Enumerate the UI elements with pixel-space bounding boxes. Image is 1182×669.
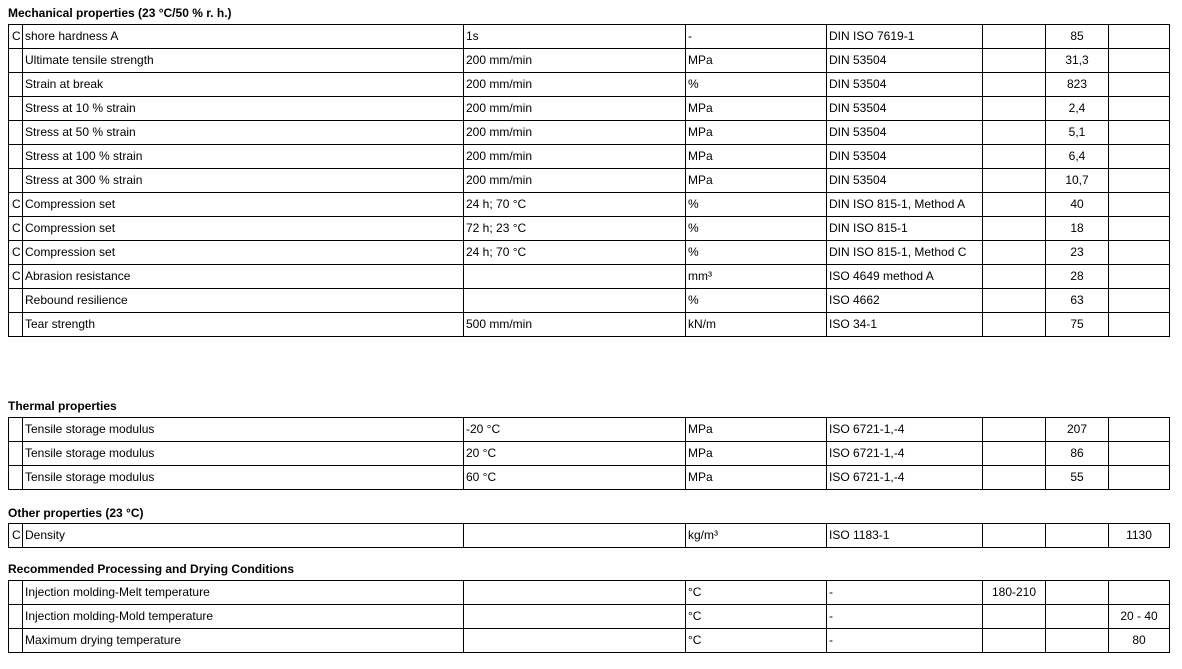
value-cell-b: 40 xyxy=(1046,193,1109,217)
value-cell-c xyxy=(1109,442,1170,466)
table-row xyxy=(9,121,1170,145)
property-cell: Stress at 100 % strain xyxy=(23,145,464,169)
property-cell: Tensile storage modulus xyxy=(23,466,464,490)
condition-cell: 200 mm/min xyxy=(464,73,686,97)
value-cell-c xyxy=(1109,121,1170,145)
condition-cell xyxy=(464,524,686,548)
value-cell-a xyxy=(983,629,1046,653)
standard-cell: - xyxy=(827,605,983,629)
flag-cell xyxy=(9,313,23,337)
condition-cell xyxy=(464,605,686,629)
condition-cell: 20 °C xyxy=(464,442,686,466)
standard-cell: ISO 6721-1,-4 xyxy=(827,466,983,490)
property-cell: Tensile storage modulus xyxy=(23,442,464,466)
property-cell: Stress at 10 % strain xyxy=(23,97,464,121)
value-cell-b: 207 xyxy=(1046,418,1109,442)
unit-cell: °C xyxy=(686,581,827,605)
table-row xyxy=(9,73,1170,97)
condition-cell: 60 °C xyxy=(464,466,686,490)
table-row xyxy=(9,193,1170,217)
value-cell-b: 31,3 xyxy=(1046,49,1109,73)
value-cell-a xyxy=(983,605,1046,629)
value-cell-a xyxy=(983,442,1046,466)
unit-cell: MPa xyxy=(686,418,827,442)
value-cell-c xyxy=(1109,73,1170,97)
standard-cell: DIN ISO 815-1, Method A xyxy=(827,193,983,217)
value-cell-a xyxy=(983,241,1046,265)
table-row xyxy=(9,217,1170,241)
unit-cell: MPa xyxy=(686,169,827,193)
value-cell-c: 20 - 40 xyxy=(1109,605,1170,629)
condition-cell: 200 mm/min xyxy=(464,97,686,121)
unit-cell: % xyxy=(686,289,827,313)
flag-cell xyxy=(9,289,23,313)
flag-cell xyxy=(9,73,23,97)
section-title-thermal: Thermal properties xyxy=(8,399,117,413)
value-cell-c xyxy=(1109,217,1170,241)
flag-cell xyxy=(9,605,23,629)
table-row xyxy=(9,241,1170,265)
value-cell-a xyxy=(983,145,1046,169)
value-cell-c xyxy=(1109,97,1170,121)
condition-cell: 1s xyxy=(464,25,686,49)
flag-cell xyxy=(9,466,23,490)
unit-cell: mm³ xyxy=(686,265,827,289)
property-cell: Ultimate tensile strength xyxy=(23,49,464,73)
value-cell-b: 2,4 xyxy=(1046,97,1109,121)
table-row xyxy=(9,49,1170,73)
value-cell-c xyxy=(1109,25,1170,49)
property-cell: Density xyxy=(23,524,464,548)
flag-cell xyxy=(9,145,23,169)
flag-cell xyxy=(9,97,23,121)
value-cell-b: 10,7 xyxy=(1046,169,1109,193)
flag-cell: C xyxy=(9,524,23,548)
value-cell-c: 80 xyxy=(1109,629,1170,653)
thermal-properties-table xyxy=(8,417,1170,490)
value-cell-c xyxy=(1109,581,1170,605)
standard-cell: ISO 4662 xyxy=(827,289,983,313)
table-row xyxy=(9,442,1170,466)
table-row xyxy=(9,524,1170,548)
standard-cell: - xyxy=(827,581,983,605)
value-cell-c xyxy=(1109,49,1170,73)
property-cell: Strain at break xyxy=(23,73,464,97)
property-cell: Tensile storage modulus xyxy=(23,418,464,442)
flag-cell: C xyxy=(9,193,23,217)
table-row xyxy=(9,629,1170,653)
value-cell-a xyxy=(983,524,1046,548)
table-row xyxy=(9,313,1170,337)
value-cell-a xyxy=(983,73,1046,97)
property-cell: Tear strength xyxy=(23,313,464,337)
value-cell-a xyxy=(983,169,1046,193)
table-row xyxy=(9,418,1170,442)
value-cell-c xyxy=(1109,418,1170,442)
value-cell-a xyxy=(983,97,1046,121)
table-row xyxy=(9,145,1170,169)
unit-cell: MPa xyxy=(686,442,827,466)
standard-cell: ISO 34-1 xyxy=(827,313,983,337)
table-row xyxy=(9,605,1170,629)
value-cell-a xyxy=(983,121,1046,145)
value-cell-c xyxy=(1109,169,1170,193)
flag-cell: C xyxy=(9,217,23,241)
property-cell: shore hardness A xyxy=(23,25,464,49)
table-row xyxy=(9,25,1170,49)
value-cell-b: 28 xyxy=(1046,265,1109,289)
value-cell-a xyxy=(983,466,1046,490)
property-cell: Compression set xyxy=(23,217,464,241)
value-cell-c xyxy=(1109,289,1170,313)
property-cell: Abrasion resistance xyxy=(23,265,464,289)
table-row xyxy=(9,289,1170,313)
section-title-other: Other properties (23 °C) xyxy=(8,506,144,520)
standard-cell: DIN 53504 xyxy=(827,73,983,97)
unit-cell: % xyxy=(686,217,827,241)
unit-cell: °C xyxy=(686,605,827,629)
value-cell-a xyxy=(983,217,1046,241)
value-cell-a xyxy=(983,313,1046,337)
standard-cell: ISO 6721-1,-4 xyxy=(827,418,983,442)
flag-cell xyxy=(9,169,23,193)
condition-cell xyxy=(464,629,686,653)
flag-cell xyxy=(9,121,23,145)
condition-cell: 24 h; 70 °C xyxy=(464,193,686,217)
flag-cell xyxy=(9,418,23,442)
value-cell-b: 23 xyxy=(1046,241,1109,265)
processing-conditions-table xyxy=(8,580,1170,653)
mechanical-properties-table xyxy=(8,24,1170,337)
value-cell-c xyxy=(1109,466,1170,490)
flag-cell: C xyxy=(9,241,23,265)
condition-cell: 72 h; 23 °C xyxy=(464,217,686,241)
value-cell-b xyxy=(1046,581,1109,605)
value-cell-b: 6,4 xyxy=(1046,145,1109,169)
table-row xyxy=(9,466,1170,490)
condition-cell: 500 mm/min xyxy=(464,313,686,337)
standard-cell: DIN 53504 xyxy=(827,169,983,193)
value-cell-b xyxy=(1046,605,1109,629)
section-title-processing: Recommended Processing and Drying Conditions xyxy=(8,562,295,576)
property-cell: Compression set xyxy=(23,241,464,265)
standard-cell: DIN 53504 xyxy=(827,145,983,169)
value-cell-b: 823 xyxy=(1046,73,1109,97)
standard-cell: DIN 53504 xyxy=(827,49,983,73)
flag-cell xyxy=(9,629,23,653)
standard-cell: - xyxy=(827,629,983,653)
condition-cell: 200 mm/min xyxy=(464,169,686,193)
value-cell-c xyxy=(1109,241,1170,265)
value-cell-c: 1130 xyxy=(1109,524,1170,548)
property-cell: Rebound resilience xyxy=(23,289,464,313)
value-cell-b: 63 xyxy=(1046,289,1109,313)
unit-cell: kg/m³ xyxy=(686,524,827,548)
unit-cell: MPa xyxy=(686,97,827,121)
value-cell-c xyxy=(1109,193,1170,217)
flag-cell xyxy=(9,49,23,73)
value-cell-b: 85 xyxy=(1046,25,1109,49)
unit-cell: °C xyxy=(686,629,827,653)
unit-cell: % xyxy=(686,73,827,97)
value-cell-c xyxy=(1109,313,1170,337)
unit-cell: % xyxy=(686,241,827,265)
unit-cell: MPa xyxy=(686,49,827,73)
standard-cell: DIN ISO 815-1 xyxy=(827,217,983,241)
value-cell-c xyxy=(1109,265,1170,289)
standard-cell: DIN ISO 815-1, Method C xyxy=(827,241,983,265)
value-cell-b: 18 xyxy=(1046,217,1109,241)
value-cell-c xyxy=(1109,145,1170,169)
property-cell: Injection molding-Melt temperature xyxy=(23,581,464,605)
value-cell-a xyxy=(983,193,1046,217)
value-cell-b: 75 xyxy=(1046,313,1109,337)
condition-cell: 200 mm/min xyxy=(464,145,686,169)
condition-cell: 200 mm/min xyxy=(464,121,686,145)
unit-cell: - xyxy=(686,25,827,49)
value-cell-b xyxy=(1046,524,1109,548)
standard-cell: DIN 53504 xyxy=(827,121,983,145)
value-cell-a xyxy=(983,289,1046,313)
standard-cell: ISO 4649 method A xyxy=(827,265,983,289)
value-cell-a xyxy=(983,25,1046,49)
property-cell: Stress at 50 % strain xyxy=(23,121,464,145)
standard-cell: DIN 53504 xyxy=(827,97,983,121)
standard-cell: DIN ISO 7619-1 xyxy=(827,25,983,49)
table-row xyxy=(9,97,1170,121)
property-cell: Stress at 300 % strain xyxy=(23,169,464,193)
standard-cell: ISO 1183-1 xyxy=(827,524,983,548)
flag-cell: C xyxy=(9,265,23,289)
table-row xyxy=(9,581,1170,605)
table-row xyxy=(9,169,1170,193)
unit-cell: MPa xyxy=(686,121,827,145)
condition-cell xyxy=(464,581,686,605)
property-cell: Compression set xyxy=(23,193,464,217)
condition-cell: -20 °C xyxy=(464,418,686,442)
property-cell: Injection molding-Mold temperature xyxy=(23,605,464,629)
unit-cell: MPa xyxy=(686,145,827,169)
condition-cell: 200 mm/min xyxy=(464,49,686,73)
flag-cell xyxy=(9,442,23,466)
standard-cell: ISO 6721-1,-4 xyxy=(827,442,983,466)
value-cell-a: 180-210 xyxy=(983,581,1046,605)
value-cell-a xyxy=(983,265,1046,289)
property-cell: Maximum drying temperature xyxy=(23,629,464,653)
section-title-mechanical: Mechanical properties (23 °C/50 % r. h.) xyxy=(8,6,232,20)
unit-cell: % xyxy=(686,193,827,217)
condition-cell xyxy=(464,289,686,313)
unit-cell: MPa xyxy=(686,466,827,490)
condition-cell xyxy=(464,265,686,289)
value-cell-b xyxy=(1046,629,1109,653)
value-cell-b: 5,1 xyxy=(1046,121,1109,145)
flag-cell: C xyxy=(9,25,23,49)
value-cell-a xyxy=(983,418,1046,442)
value-cell-a xyxy=(983,49,1046,73)
unit-cell: kN/m xyxy=(686,313,827,337)
condition-cell: 24 h; 70 °C xyxy=(464,241,686,265)
value-cell-b: 86 xyxy=(1046,442,1109,466)
other-properties-table xyxy=(8,523,1170,548)
flag-cell xyxy=(9,581,23,605)
value-cell-b: 55 xyxy=(1046,466,1109,490)
table-row xyxy=(9,265,1170,289)
